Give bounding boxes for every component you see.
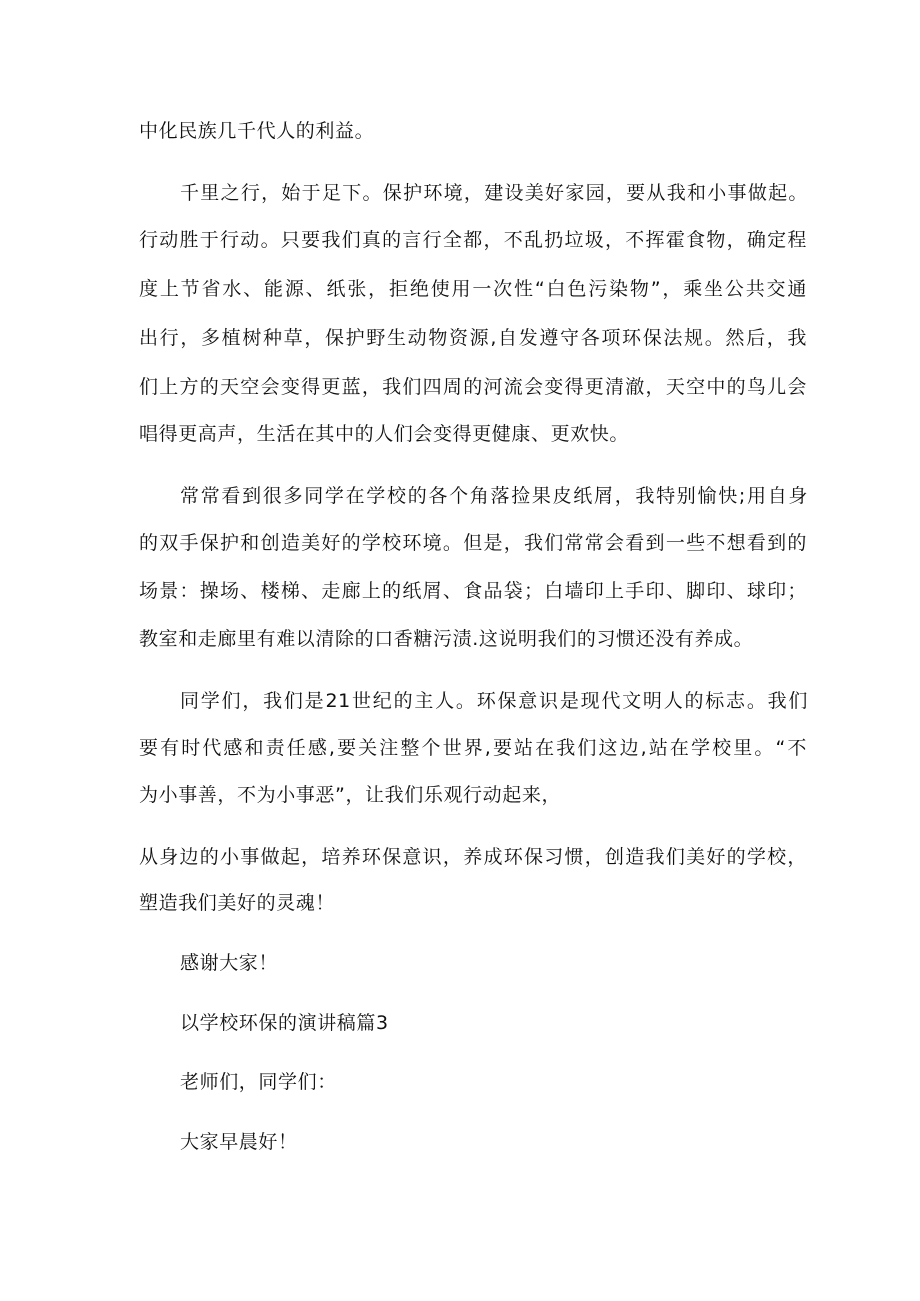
- paragraph-line: 塑造我们美好的灵魂！: [139, 892, 336, 914]
- paragraph-line: 要有时代感和责任感,要关注整个世界,要站在我们这边,站在学校里。“不: [139, 737, 807, 759]
- paragraph-line: 千里之行，始于足下。保护环境，建设美好家园，要从我和小事做起。: [180, 182, 808, 204]
- paragraph-line: 度上节省水、能源、纸张，拒绝使用一次性“白色污染物”，乘坐公共交通: [139, 278, 807, 300]
- paragraph-line: 教室和走廊里有难以清除的口香糖污渍.这说明我们的习惯还没有养成。: [139, 628, 754, 650]
- paragraph-line: 中化民族几千代人的利益。: [139, 120, 375, 142]
- paragraph-line: 场景：操场、楼梯、走廊上的纸屑、食品袋；白墙印上手印、脚印、球印；: [139, 580, 807, 602]
- section-heading: 以学校环保的演讲稿篇3: [180, 1012, 389, 1034]
- paragraph-line: 常常看到很多同学在学校的各个角落捡果皮纸屑，我特别愉快;用自身: [180, 485, 808, 507]
- salutation-line: 老师们，同学们：: [180, 1071, 337, 1093]
- paragraph-line: 为小事善，不为小事恶”，让我们乐观行动起来，: [139, 784, 562, 806]
- greeting-line: 大家早晨好！: [180, 1131, 298, 1153]
- paragraph-line: 行动胜于行动。只要我们真的言行全都，不乱扔垃圾，不挥霍食物，确定程: [139, 229, 807, 251]
- paragraph-line: 唱得更高声，生活在其中的人们会变得更健康、更欢快。: [139, 423, 630, 445]
- paragraph-line: 从身边的小事做起，培养环保意识，养成环保习惯，创造我们美好的学校，: [139, 846, 807, 868]
- paragraph-line: 同学们，我们是21世纪的主人。环保意识是现代文明人的标志。我们: [180, 690, 808, 712]
- paragraph-line: 们上方的天空会变得更蓝，我们四周的河流会变得更清澈，天空中的鸟儿会: [139, 376, 807, 398]
- paragraph-line: 的双手保护和创造美好的学校环境。但是，我们常常会看到一些不想看到的: [139, 532, 807, 554]
- paragraph-line: 出行，多植树种草，保护野生动物资源,自发遵守各项环保法规。然后，我: [139, 327, 807, 349]
- closing-line: 感谢大家！: [180, 952, 279, 974]
